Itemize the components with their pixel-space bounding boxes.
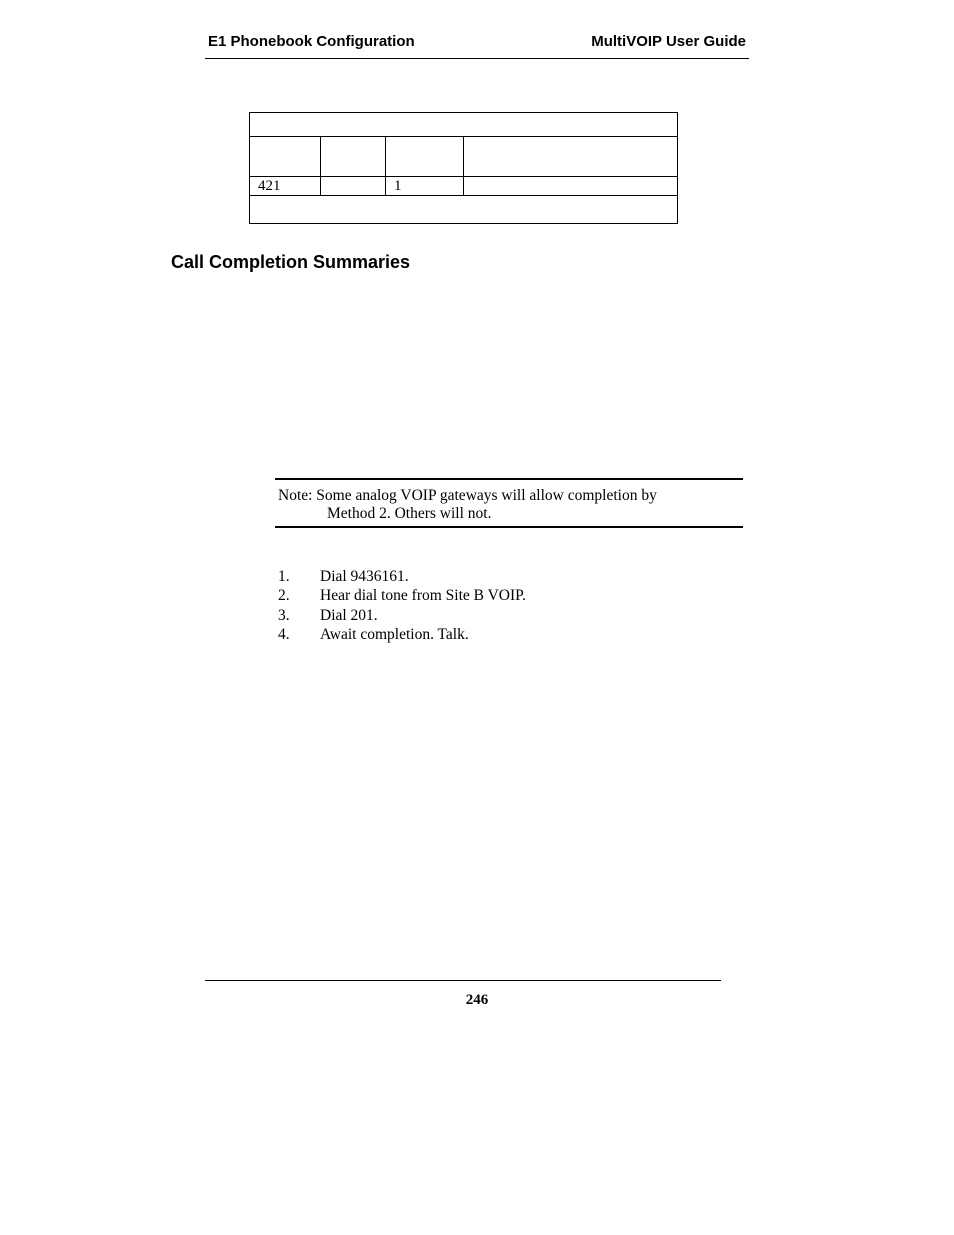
page-number: 246 bbox=[465, 992, 489, 1008]
step-number: 1. bbox=[278, 568, 290, 585]
footer-divider bbox=[205, 980, 721, 981]
step-text: Dial 9436161. bbox=[320, 568, 409, 585]
step-number: 4. bbox=[278, 625, 290, 643]
note-text-continued: Method 2. Others will not. bbox=[327, 505, 492, 522]
running-header-chapter: E1 Phonebook Configuration bbox=[208, 33, 415, 50]
table-header-cell bbox=[386, 137, 464, 176]
header-divider bbox=[205, 58, 749, 59]
note-text: Note: Some analog VOIP gateways will allow completion by bbox=[278, 487, 657, 504]
table-cell: 421 bbox=[250, 176, 321, 195]
numbered-steps-list bbox=[278, 567, 526, 644]
table-footer-cell bbox=[250, 195, 678, 223]
table-header-cell bbox=[321, 137, 386, 176]
section-heading: Call Completion Summaries bbox=[171, 252, 411, 272]
list-item bbox=[278, 567, 526, 586]
table-row bbox=[250, 176, 678, 195]
table-cell bbox=[464, 176, 678, 195]
step-number: 3. bbox=[278, 606, 290, 624]
list-item bbox=[278, 625, 526, 644]
running-header-guide-title: MultiVOIP User Guide bbox=[591, 33, 746, 50]
table-cell bbox=[321, 176, 386, 195]
table-header-cell bbox=[250, 137, 321, 176]
step-text: Dial 201. bbox=[320, 606, 378, 624]
step-text: Await completion. Talk. bbox=[320, 625, 469, 643]
list-item bbox=[278, 586, 526, 605]
table-header-cell bbox=[464, 137, 678, 176]
step-text: Hear dial tone from Site B VOIP. bbox=[320, 587, 526, 605]
phonebook-entry-table bbox=[249, 112, 678, 224]
table-footer-row bbox=[250, 195, 678, 223]
table-cell: 1 bbox=[386, 176, 464, 195]
step-number: 2. bbox=[278, 587, 290, 605]
table-title-cell bbox=[250, 113, 678, 137]
note-box bbox=[275, 478, 743, 528]
list-item bbox=[278, 606, 526, 625]
table-header-row bbox=[250, 137, 678, 176]
table-title-row bbox=[250, 113, 678, 137]
